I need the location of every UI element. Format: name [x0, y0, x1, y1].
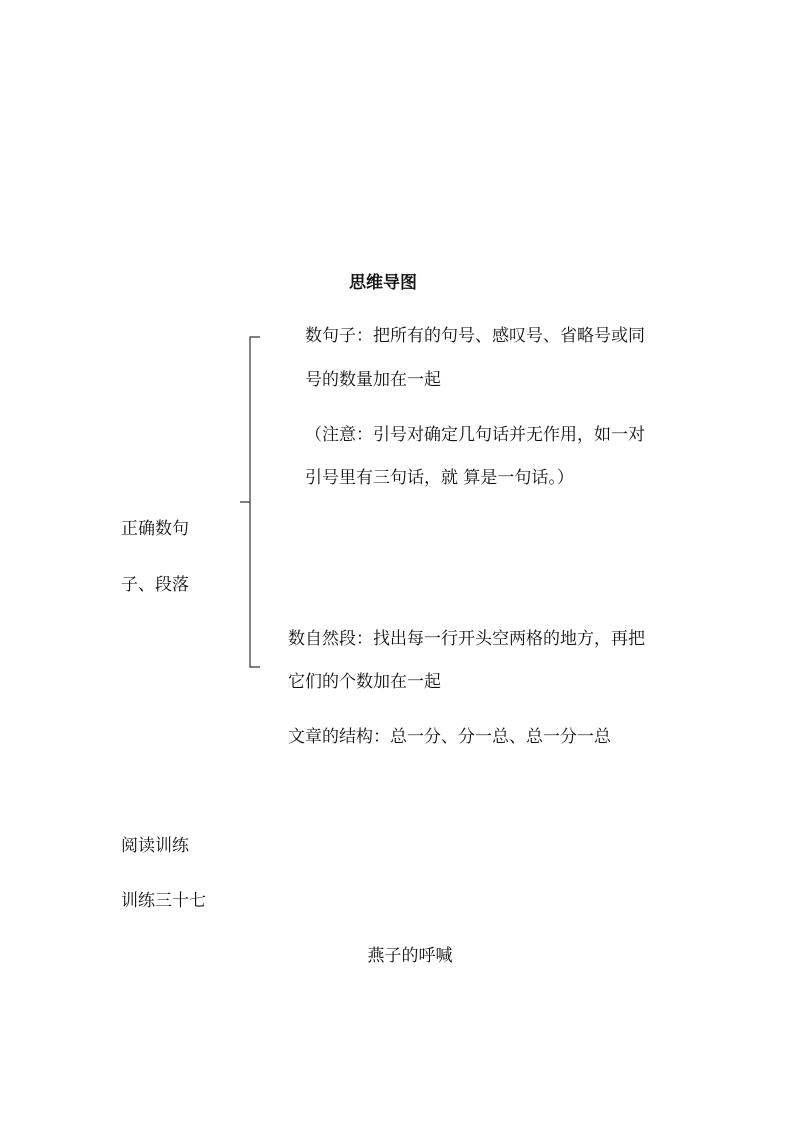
- article-structure: 文章的结构：总一分、分一总、总一分一总: [288, 727, 611, 747]
- sentence-rule-line-1: 数句子：把所有的句号、感叹号、省略号或同: [305, 326, 645, 346]
- sentence-note-line-1: （注意：引号对确定几句话并无作用，如一对: [305, 425, 645, 445]
- article-title: 燕子的呼喊: [367, 946, 453, 966]
- paragraph-rule-line-2: 它们的个数加在一起: [288, 672, 441, 692]
- section-heading: 阅读训练: [121, 836, 189, 856]
- mindmap-bracket: [232, 334, 262, 674]
- paragraph-rule-line-1: 数自然段：找出每一行开头空两格的地方，再把: [288, 629, 645, 649]
- sentence-rule-line-2: 号的数量加在一起: [305, 370, 441, 390]
- exercise-number: 训练三十七: [121, 891, 206, 911]
- page-title: 思维导图: [349, 273, 417, 293]
- mindmap-root-line-2: 子、段落: [121, 575, 189, 595]
- mindmap-root-line-1: 正确数句: [121, 519, 189, 539]
- sentence-note-line-2: 引号里有三句话，就 算是一句话。）: [305, 468, 574, 488]
